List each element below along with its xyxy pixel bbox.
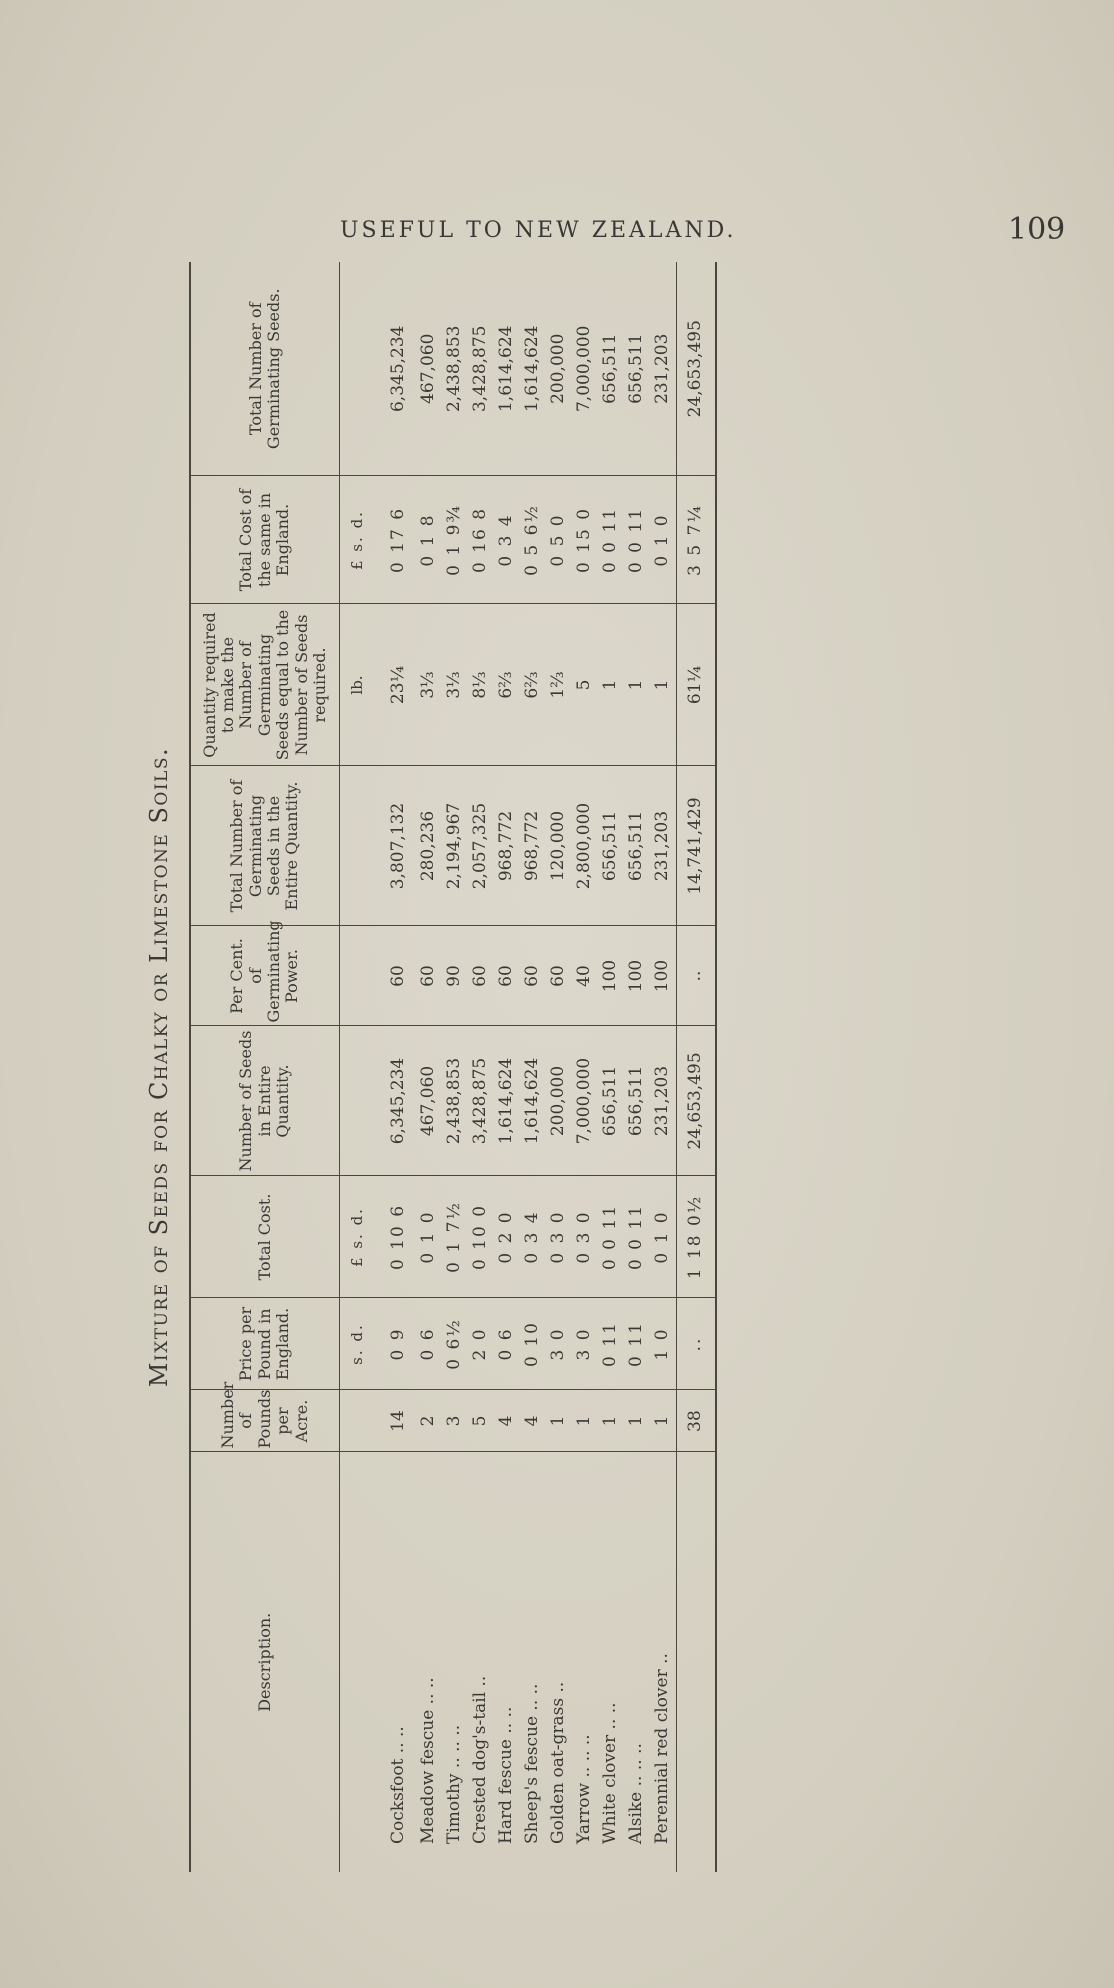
row-description: Crested dog's-tail ..: [468, 1452, 494, 1872]
row-seeds: 1,614,624: [494, 1026, 520, 1176]
row-total-germinating: 656,511: [626, 333, 647, 404]
row-total-germinating: 467,060: [418, 333, 439, 404]
row-germinating: 656,511: [598, 766, 624, 926]
row-pounds: 5: [468, 1390, 494, 1452]
row-cost-england: 0 5 6½: [520, 476, 546, 604]
row-cost-england: 0 1 9¾: [442, 476, 468, 604]
table-row: [416, 262, 442, 1872]
total-germinating: 14,741,429: [677, 766, 717, 926]
row-cost-england: 0 0 11: [598, 476, 624, 604]
unit-cell: [340, 1452, 369, 1872]
row-cost-england: 0 3 4: [494, 476, 520, 604]
row-description: Alsike .. .. ..: [624, 1452, 650, 1872]
row-percent: 40: [572, 926, 598, 1026]
row-quantity: 6⅔: [520, 604, 546, 766]
table-row: [650, 262, 677, 1872]
row-germinating: 2,800,000: [572, 766, 598, 926]
row-seeds: 3,428,875: [468, 1026, 494, 1176]
row-percent: 90: [442, 926, 468, 1026]
row-description: Hard fescue .. ..: [494, 1452, 520, 1872]
page-number: 109: [1008, 212, 1066, 247]
row-description: Meadow fescue .. ..: [416, 1452, 442, 1872]
header-description: Description.: [190, 1452, 340, 1872]
row-germinating: 2,057,325: [468, 766, 494, 926]
row-seeds: 231,203: [650, 1026, 677, 1176]
row-quantity: 1⅔: [546, 604, 572, 766]
row-pounds: 1: [624, 1390, 650, 1452]
row-quantity: 1: [650, 604, 677, 766]
row-seeds: 200,000: [546, 1026, 572, 1176]
table-row: [520, 262, 546, 1872]
table-title: Mixture of Seeds for Chalky or Limestone Soils.: [145, 746, 173, 1388]
row-cost-england: 0 16 8: [468, 476, 494, 604]
row-percent: 60: [546, 926, 572, 1026]
row-pounds: 2: [416, 1390, 442, 1452]
row-price: 0 6: [416, 1298, 442, 1390]
row-percent: 100: [598, 926, 624, 1026]
row-total-germinating: 3,428,875: [470, 325, 491, 413]
row-price: 0 6: [494, 1298, 520, 1390]
table-row: [572, 262, 598, 1872]
row-seeds: 6,345,234: [368, 1026, 416, 1176]
row-seeds: 1,614,624: [520, 1026, 546, 1176]
row-pounds: 3: [442, 1390, 468, 1452]
row-seeds: 656,511: [598, 1026, 624, 1176]
row-cost-england: 0 5 0: [546, 476, 572, 604]
totals-row: [677, 262, 717, 1872]
row-percent: 60: [368, 926, 416, 1026]
header-quantity-required: Quantity required to make the Number of Germinating Seeds equal to the Number of Seeds required.: [190, 604, 340, 766]
row-cost-england: 0 0 11: [624, 476, 650, 604]
row-pounds: 1: [598, 1390, 624, 1452]
total-cost-england: 3 5 7¼: [677, 476, 717, 604]
row-cost-england: 0 17 6: [368, 476, 416, 604]
row-quantity: 3⅓: [416, 604, 442, 766]
row-quantity: 23¼: [368, 604, 416, 766]
row-germinating: 231,203: [650, 766, 677, 926]
row-price: 0 9: [368, 1298, 416, 1390]
row-price: 0 10: [520, 1298, 546, 1390]
row-total-cost: 0 3 0: [572, 1176, 598, 1298]
row-germinating: 656,511: [624, 766, 650, 926]
row-price: 3 0: [546, 1298, 572, 1390]
row-germinating: 120,000: [546, 766, 572, 926]
row-cost-england: 0 15 0: [572, 476, 598, 604]
row-pounds: 1: [650, 1390, 677, 1452]
row-total-germinating: 231,203: [652, 333, 673, 404]
unit-cell: [340, 262, 369, 476]
unit-cell: £ s. d.: [340, 476, 369, 604]
row-pounds: 4: [520, 1390, 546, 1452]
unit-cell: [340, 766, 369, 926]
seed-mixture-table: [189, 262, 717, 1872]
row-seeds: 7,000,000: [572, 1026, 598, 1176]
row-percent: 100: [650, 926, 677, 1026]
row-description: White clover .. ..: [598, 1452, 624, 1872]
total-seeds: 24,653,495: [677, 1026, 717, 1176]
table-row: [624, 262, 650, 1872]
header-total-germinating-seeds: Total Number of Germinating Seeds.: [190, 262, 340, 476]
total-description: [677, 1452, 717, 1872]
row-percent: 100: [624, 926, 650, 1026]
header-price-per-pound: Price per Pound in England.: [190, 1298, 340, 1390]
total-quantity: 61¼: [677, 604, 717, 766]
header-germinating-power: Per Cent. of Germinating Power.: [190, 926, 340, 1026]
table-row: [494, 262, 520, 1872]
row-total-cost: 0 1 7½: [442, 1176, 468, 1298]
row-total-germinating: 656,511: [600, 333, 621, 404]
row-germinating: 968,772: [520, 766, 546, 926]
header-row: [190, 262, 340, 1872]
unit-cell: s. d.: [340, 1298, 369, 1390]
row-pounds: 4: [494, 1390, 520, 1452]
row-percent: 60: [416, 926, 442, 1026]
unit-cell: lb.: [340, 604, 369, 766]
total-pounds: 38: [677, 1390, 717, 1452]
row-description: Perennial red clover ..: [650, 1452, 677, 1872]
header-germinating-seeds-entire: Total Number of Germinating Seeds in the Entire Quantity.: [190, 766, 340, 926]
row-total-cost: 0 0 11: [598, 1176, 624, 1298]
header-pounds-per-acre: Number of Pounds per Acre.: [190, 1390, 340, 1452]
row-quantity: 3⅓: [442, 604, 468, 766]
total-percent: ..: [677, 926, 717, 1026]
row-germinating: 2,194,967: [442, 766, 468, 926]
row-percent: 60: [468, 926, 494, 1026]
row-quantity: 1: [624, 604, 650, 766]
row-cost-england: 0 1 8: [416, 476, 442, 604]
row-description: Sheep's fescue .. ..: [520, 1452, 546, 1872]
row-percent: 60: [520, 926, 546, 1026]
row-price: 2 0: [468, 1298, 494, 1390]
row-price: 0 6½: [442, 1298, 468, 1390]
row-total-cost: 0 1 0: [650, 1176, 677, 1298]
row-total-germinating: 6,345,234: [388, 325, 409, 413]
row-pounds: 14: [368, 1390, 416, 1452]
row-quantity: 8⅓: [468, 604, 494, 766]
unit-cell: [340, 1026, 369, 1176]
unit-cell: [340, 926, 369, 1026]
table-row: [442, 262, 468, 1872]
total-germinating-seeds: 24,653,495: [677, 262, 717, 476]
table-row: [368, 262, 416, 1872]
row-total-cost: 0 10 0: [468, 1176, 494, 1298]
total-price: ..: [677, 1298, 717, 1390]
row-description: Cocksfoot .. ..: [368, 1452, 416, 1872]
row-pounds: 1: [572, 1390, 598, 1452]
row-description: Yarrow .. .. ..: [572, 1452, 598, 1872]
row-total-cost: 0 3 0: [546, 1176, 572, 1298]
row-description: Timothy .. .. ..: [442, 1452, 468, 1872]
row-total-germinating: 1,614,624: [496, 325, 517, 413]
rotated-table-block: [145, 262, 810, 1872]
row-price: 0 11: [598, 1298, 624, 1390]
row-total-cost: 0 3 4: [520, 1176, 546, 1298]
row-total-cost: 0 0 11: [624, 1176, 650, 1298]
row-germinating: 3,807,132: [368, 766, 416, 926]
table-row: [468, 262, 494, 1872]
row-total-germinating: 2,438,853: [444, 325, 465, 413]
row-percent: 60: [494, 926, 520, 1026]
table-row: [546, 262, 572, 1872]
row-cost-england: 0 1 0: [650, 476, 677, 604]
running-head: USEFUL TO NEW ZEALAND.: [340, 218, 737, 243]
row-pounds: 1: [546, 1390, 572, 1452]
row-total-cost: 0 1 0: [416, 1176, 442, 1298]
header-total-cost-england: Total Cost of the same in England.: [190, 476, 340, 604]
row-total-cost: 0 2 0: [494, 1176, 520, 1298]
row-total-cost: 0 10 6: [368, 1176, 416, 1298]
total-cost: 1 18 0½: [677, 1176, 717, 1298]
row-total-germinating: 1,614,624: [522, 325, 543, 413]
row-seeds: 467,060: [416, 1026, 442, 1176]
row-germinating: 968,772: [494, 766, 520, 926]
header-number-of-seeds: Number of Seeds in Entire Quantity.: [190, 1026, 340, 1176]
row-total-germinating: 200,000: [548, 333, 569, 404]
row-price: 1 0: [650, 1298, 677, 1390]
row-price: 3 0: [572, 1298, 598, 1390]
row-quantity: 1: [598, 604, 624, 766]
unit-cell: [340, 1390, 369, 1452]
row-quantity: 6⅔: [494, 604, 520, 766]
row-seeds: 656,511: [624, 1026, 650, 1176]
row-total-germinating: 7,000,000: [574, 325, 595, 413]
table-row: [598, 262, 624, 1872]
row-description: Golden oat-grass ..: [546, 1452, 572, 1872]
row-price: 0 11: [624, 1298, 650, 1390]
row-germinating: 280,236: [416, 766, 442, 926]
row-seeds: 2,438,853: [442, 1026, 468, 1176]
row-quantity: 5: [572, 604, 598, 766]
unit-cell: £ s. d.: [340, 1176, 369, 1298]
units-row: [340, 262, 369, 1872]
header-total-cost: Total Cost.: [190, 1176, 340, 1298]
